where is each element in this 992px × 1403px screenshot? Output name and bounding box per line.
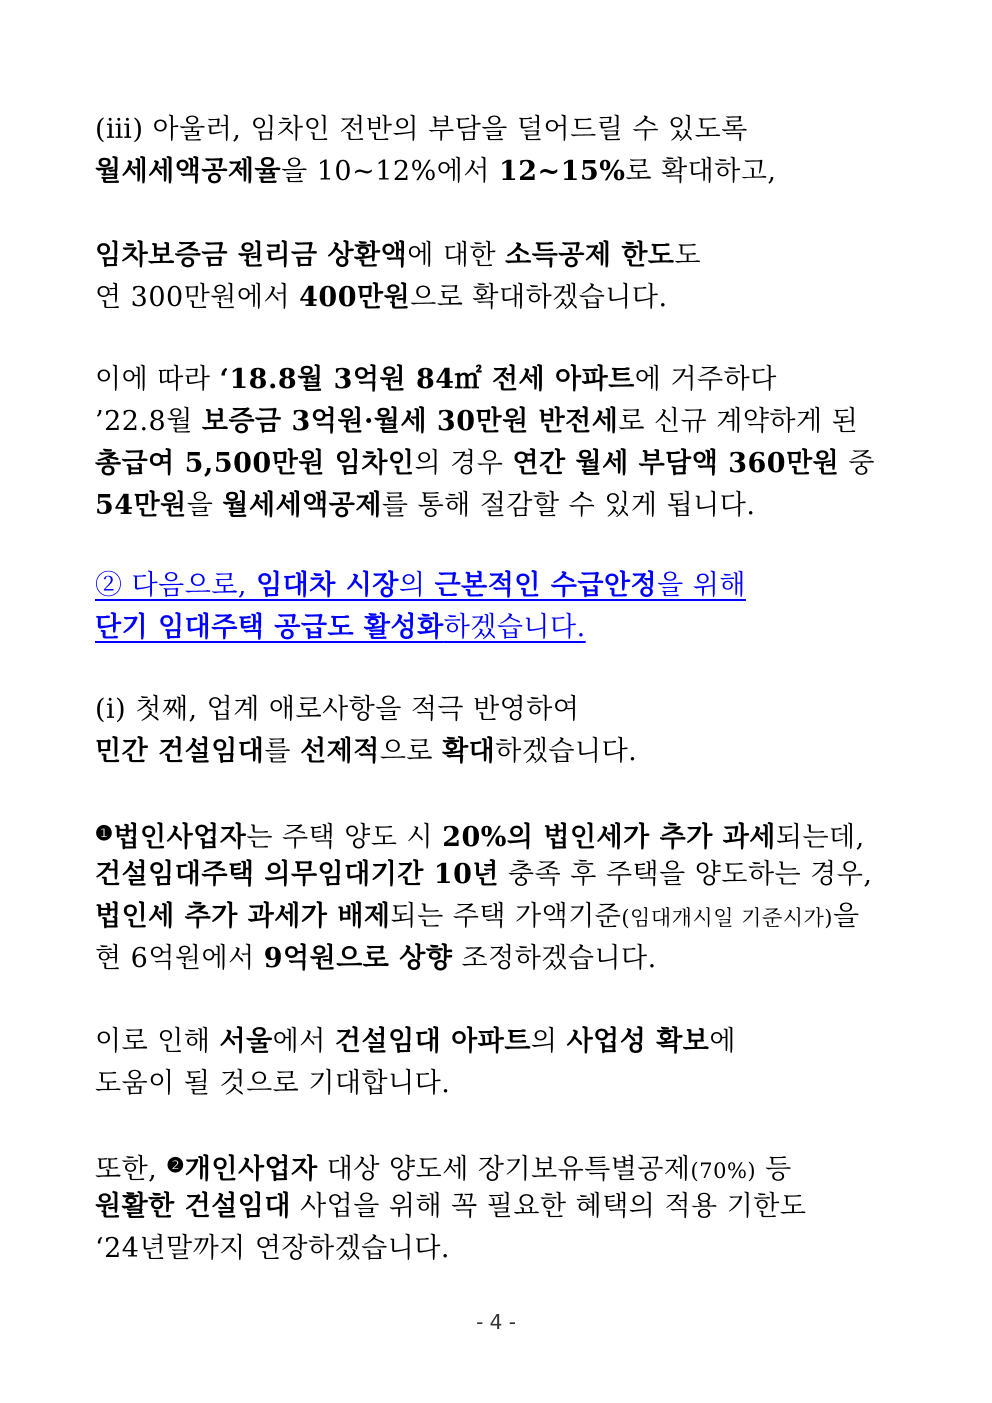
- text: ② 다음으로,: [95, 570, 257, 601]
- text-bold: 월세세액공제: [222, 490, 382, 521]
- text: 중: [839, 448, 875, 479]
- text: 등: [756, 1154, 792, 1185]
- text-bold: 법인세 추가 과세가 배제: [95, 901, 391, 932]
- text-bold: 법인사업자: [113, 822, 247, 853]
- text-bold: 건설임대주택 의무임대기간 10년: [95, 859, 499, 890]
- text: 에: [709, 1026, 736, 1057]
- text-bold: 9억원으로 상향: [263, 943, 453, 974]
- text: 로 신규 계약하게 된: [618, 406, 859, 437]
- text: 도: [674, 240, 702, 271]
- text: 로 확대하고,: [625, 156, 777, 187]
- text-small: (임대개시일 기준시가): [621, 906, 833, 930]
- paragraph-iii-line4: [95, 280, 895, 316]
- paragraph-indiv-line1: [95, 1147, 895, 1189]
- paragraph-seoul-line2: [95, 1066, 895, 1102]
- paragraph-point2-line1: [95, 568, 895, 604]
- text: (ⅲ) 아울러, 임차인 전반의 부담을 덜어드릴 수 있도록: [95, 114, 748, 145]
- text-bold: 총급여 5,500만원 임차인: [95, 448, 415, 479]
- text-small: (70%): [690, 1159, 757, 1183]
- text: 에 대한: [407, 240, 506, 271]
- text-bold: 근본적인 수급안정: [434, 570, 658, 601]
- text: 이에 따라: [95, 364, 220, 395]
- text-bold: 민간 건설임대: [95, 736, 265, 767]
- paragraph-indiv-line2: [95, 1189, 895, 1225]
- text: 으로 확대하겠습니다.: [410, 282, 668, 313]
- page-number: - 4 -: [476, 1310, 516, 1334]
- paragraph-iii-line3: [95, 238, 895, 274]
- paragraph-point2-line2: [95, 610, 895, 646]
- paragraph-example-line3: [95, 446, 895, 482]
- text: 대상 양도세 장기보유특별공제: [317, 1154, 691, 1185]
- text: 를: [264, 736, 301, 767]
- text: 을 10~12%에서: [281, 156, 499, 187]
- paragraph-indiv-line3: [95, 1231, 895, 1267]
- paragraph-seoul-line1: [95, 1024, 895, 1060]
- text: 되는데,: [775, 822, 865, 853]
- paragraph-corp-line1: [95, 815, 895, 856]
- number-marker-1: ❶: [95, 821, 114, 845]
- text: 의: [398, 570, 435, 601]
- text: 하겠습니다.: [495, 736, 638, 767]
- text: 의: [530, 1026, 567, 1057]
- text: ‘24년말까지 연장하겠습니다.: [95, 1233, 451, 1264]
- text: ’22.8월: [95, 406, 202, 437]
- text-bold: 확대: [442, 736, 496, 767]
- text: (ⅰ) 첫째, 업계 애로사항을 적극 반영하여: [95, 694, 580, 725]
- text: 의 경우: [414, 448, 513, 479]
- paragraph-example-line4: [95, 488, 895, 524]
- paragraph-example-line1: [95, 362, 895, 398]
- text: 도움이 될 것으로 기대합니다.: [95, 1068, 451, 1099]
- text-bold: 개인사업자: [184, 1154, 318, 1185]
- text-bold: 54만원: [95, 490, 187, 521]
- paragraph-i-line1: [95, 692, 895, 728]
- paragraph-corp-line2: [95, 857, 895, 893]
- text-bold: 임대차 시장: [256, 570, 399, 601]
- text: 이로 인해: [95, 1026, 220, 1057]
- text: 하겠습니다.: [443, 612, 586, 643]
- paragraph-iii-line1: [95, 112, 895, 148]
- text: 충족 후 주택을 양도하는 경우,: [498, 859, 873, 890]
- text-bold: 건설임대 아파트: [334, 1026, 531, 1057]
- text-bold: 소득공제 한도: [505, 240, 675, 271]
- text: 는 주택 양도 시: [246, 822, 443, 853]
- text: 에서: [272, 1026, 335, 1057]
- text: 되는 주택 가액기준: [390, 901, 622, 932]
- text: 사업을 위해 꼭 필요한 혜택의 적용 기한도: [290, 1191, 807, 1222]
- text-bold: 12~15%: [498, 156, 626, 187]
- text-bold: 선제적: [300, 736, 380, 767]
- paragraph-example-line2: [95, 404, 895, 440]
- text: 연 300만원에서: [95, 282, 300, 313]
- text-bold: 연간 월세 부담액 360만원: [512, 448, 840, 479]
- text: 을 위해: [657, 570, 746, 601]
- paragraph-iii-line2: [95, 154, 895, 190]
- text: 으로: [379, 736, 443, 767]
- text-bold: 20%의 법인세가 추가 과세: [442, 822, 776, 853]
- paragraph-corp-line4: [95, 941, 895, 977]
- text-bold: 400만원: [299, 282, 411, 313]
- text: 를 통해 절감할 수 있게 됩니다.: [381, 490, 756, 521]
- text-bold: 서울: [219, 1026, 273, 1057]
- text-bold: 사업성 확보: [566, 1026, 710, 1057]
- text-bold: ‘18.8월 3억원 84㎡ 전세 아파트: [219, 364, 635, 395]
- number-marker-2: ❷: [166, 1153, 185, 1177]
- text: 을: [186, 490, 223, 521]
- text: 조정하겠습니다.: [452, 943, 657, 974]
- text-bold: 보증금 3억원·월세 30만원 반전세: [201, 406, 619, 437]
- text: 또한,: [95, 1154, 167, 1185]
- paragraph-i-line2: [95, 734, 895, 770]
- text-bold: 임차보증금 원리금 상환액: [95, 240, 408, 271]
- paragraph-corp-line3: [95, 899, 895, 936]
- text: 현 6억원에서: [95, 943, 264, 974]
- text: 을: [833, 901, 860, 932]
- text-bold: 월세세액공제율: [95, 156, 282, 187]
- text-bold: 단기 임대주택 공급도 활성화: [95, 612, 444, 643]
- text: 에 거주하다: [634, 364, 777, 395]
- text-bold: 원활한 건설임대: [95, 1191, 291, 1222]
